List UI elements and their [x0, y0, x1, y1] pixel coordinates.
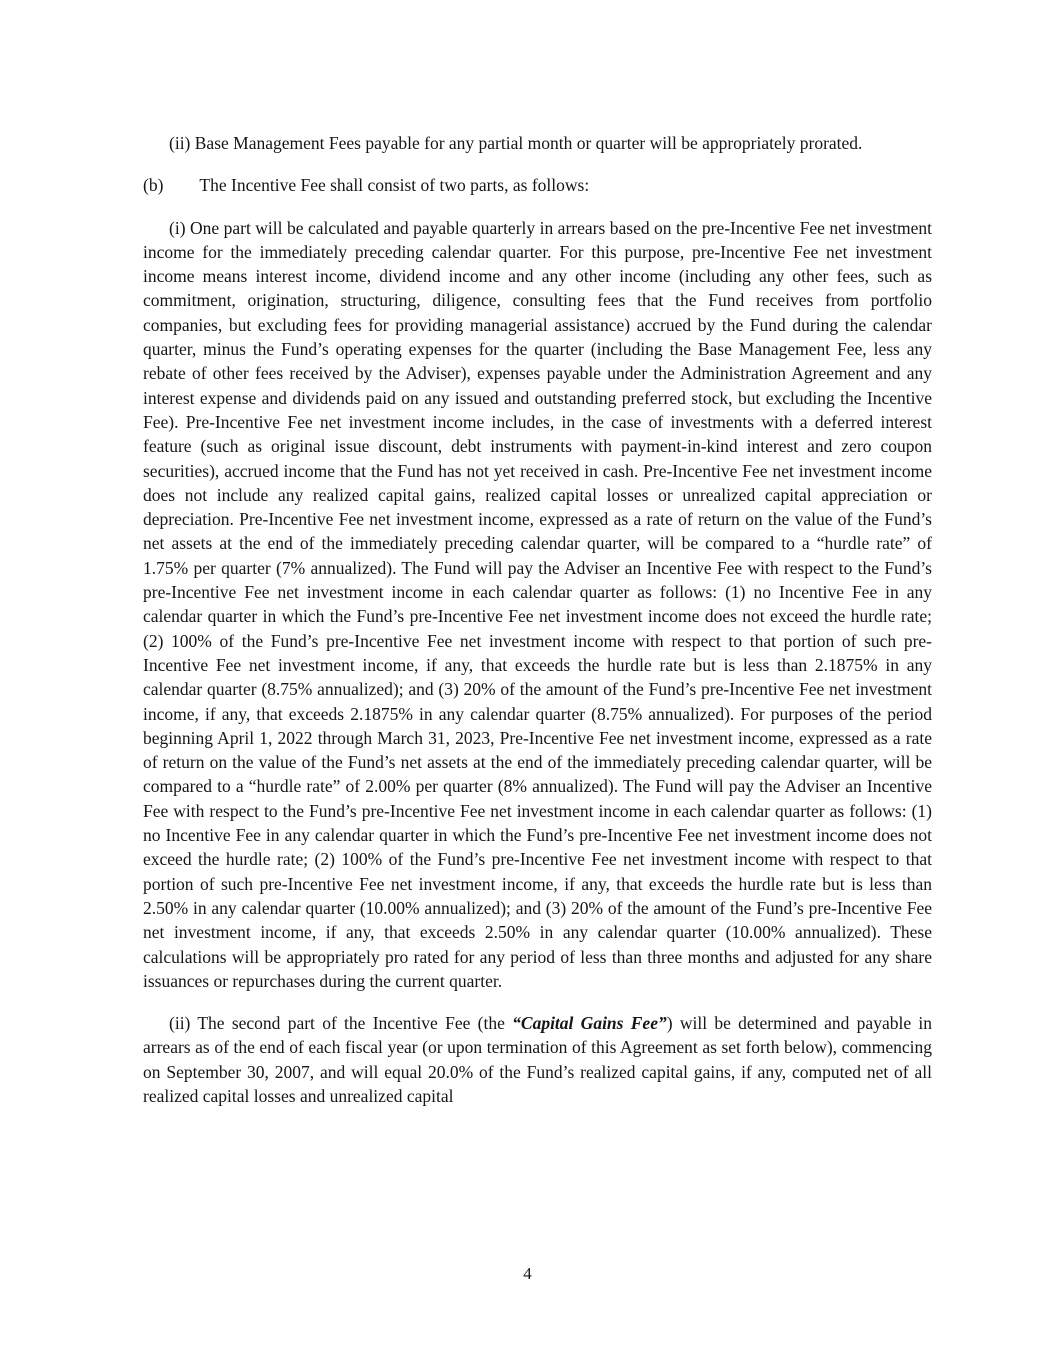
document-content: [143, 131, 932, 1126]
paragraph-part-two-lead: (ii) The second part of the Incentive Fee (the: [169, 1013, 513, 1034]
paragraph-part-one-quarterly-fee: (i) One part will be calculated and payable quarterly in arrears based on the pre-Incentive Fee net investment income for the immediately preceding calendar quarter. For this purpose, pre-Incentive Fee net investment income means interest income, dividend income and any other income (including any other fees, such as commitment, origination, structuring, diligence, consulting fees that the Fund receives from portfolio companies, but excluding fees for providing managerial assistance) accrued by the Fund during the calendar quarter, minus the Fund’s operating expenses for the quarter (including the Base Management Fee, less any rebate of other fees received by the Adviser), expenses payable under the Administration Agreement and any interest expense and dividends paid on any issued and outstanding preferred stock, but excluding the Incentive Fee). Pre-Incentive Fee net investment income includes, in the case of investments with a deferred interest feature (such as original issue discount, debt instruments with payment-in-kind interest and zero coupon securities), accrued income that the Fund has not yet received in cash. Pre-Incentive Fee net investment income does not include any realized capital gains, realized capital losses or unrealized capital appreciation or depreciation. Pre-Incentive Fee net investment income, expressed as a rate of return on the value of the Fund’s net assets at the end of the immediately preceding calendar quarter, will be compared to a “hurdle rate” of 1.75% per quarter (7% annualized). The Fund will pay the Adviser an Incentive Fee with respect to the Fund’s pre-Incentive Fee net investment income in each calendar quarter as follows: (1) no Incentive Fee in any calendar quarter in which the Fund’s pre-Incentive Fee net investment income does not exceed the hurdle rate; (2) 100% of the Fund’s pre-Incentive Fee net investment income with respect to that portion of such pre-Incentive Fee net investment income, if any, that exceeds the hurdle rate but is less than 2.1875% in any calendar quarter (8.75% annualized); and (3) 20% of the amount of the Fund’s pre-Incentive Fee net investment income, if any, that exceeds 2.1875% in any calendar quarter (8.75% annualized). For purposes of the period beginning April 1, 2022 through March 31, 2023, Pre-Incentive Fee net investment income, expressed as a rate of return on the value of the Fund’s net assets at the end of the immediately preceding calendar quarter, will be compared to a “hurdle rate” of 2.00% per quarter (8% annualized). The Fund will pay the Adviser an Incentive Fee with respect to the Fund’s pre-Incentive Fee net investment income in each calendar quarter as follows: (1) no Incentive Fee in any calendar quarter in which the Fund’s pre-Incentive Fee net investment income does not exceed the hurdle rate; (2) 100% of the Fund’s pre-Incentive Fee net investment income with respect to that portion of such pre-Incentive Fee net investment income, if any, that exceeds the hurdle rate but is less than 2.50% in any calendar quarter (10.00% annualized); and (3) 20% of the amount of the Fund’s pre-Incentive Fee net investment income, if any, that exceeds 2.50% in any calendar quarter (10.00% annualized). These calculations will be appropriately pro rated for any period of less than three months and adjusted for any share issuances or repurchases during the current quarter.: [143, 217, 932, 991]
capital-gains-fee-term: “Capital Gains Fee”: [512, 1013, 667, 1034]
page-number: 4: [523, 1264, 532, 1283]
paragraph-incentive-fee-intro-text: The Incentive Fee shall consist of two parts, as follows:: [199, 175, 590, 196]
paragraph-prorated: (ii) Base Management Fees payable for any partial month or quarter will be appropriately prorated.: [169, 133, 863, 153]
paragraph-part-two-capital-gains-fee: [143, 1011, 932, 1108]
paragraph-incentive-fee-intro: [143, 173, 932, 197]
paragraph-part-two-rest: ) will be determined and payable in arrears as of the end of each fiscal year (or upon termination of this Agreement as set forth below), commencing on September 30, 2007, and will equal 20.0% of the Fund’s realized capital gains, if any, computed net of all realized capital losses and unrealized capital: [143, 1013, 932, 1106]
list-label-b: (b): [143, 175, 164, 196]
